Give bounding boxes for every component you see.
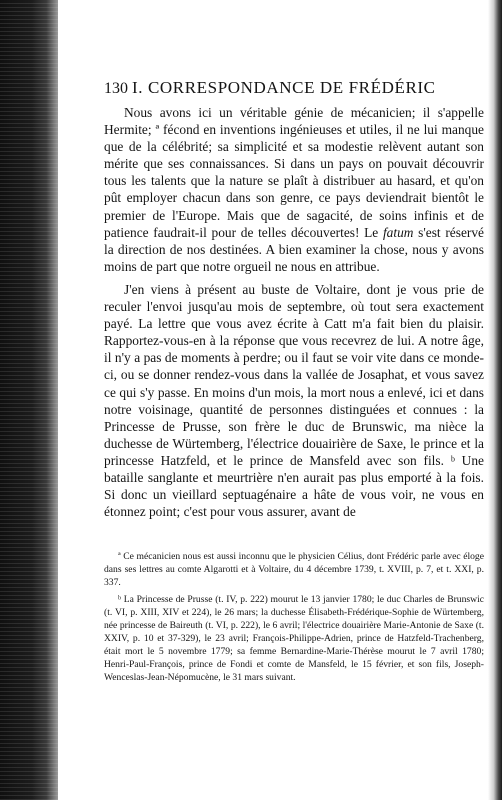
footnote-a: ª Ce mécanicien nous est aussi inconnu que le physicien Célius, dont Frédéric parle avec éloge dans ses lettres au comte Algarotti et à Voltaire, du 4 décembre 1739, t. XVIII, p. 7, et t. XXI, p. 337.: [104, 551, 484, 589]
footnotes: [104, 550, 484, 684]
page-header: [104, 78, 484, 100]
paragraph-2-text: J'en viens à présent au buste de Voltaire, dont je vous prie de reculer l'envoi jusqu'au mois de septembre, où tout sera exactement payé. La lettre que vous avez écrite à Catt m'a fait bien du plaisir. Rapportez-vous-en à la réponse que vous recevrez de lui. A notre âge, il n'y a pas de moments à perdre; ou il faut se voir vite dans ce monde-ci, ou se donner rendez-vous dans la vallée de Josaphat, et vous savez ce qui s'y passe. En moins d'un mois, la mort nous a enlevé, ici et dans notre voisinage, quantité de personnes distinguées et connues : la Princesse de Prusse, son frère le duc de Brunswic, ma nièce la duchesse de Würtemberg, l'électrice douairière de Saxe, le prince et la princesse Hatzfeld, et le prince de Mansfeld avec son fils. ᵇ Une bataille sanglante et meurtrière n'en aurait pas plus emporté à la fois. Si donc un vieillard septuagénaire a hâte de vous voir, ne vous en étonnez point; c'est pour vous assurer, avant de: [104, 281, 484, 520]
running-head: I. CORRESPONDANCE DE FRÉDÉRIC: [132, 78, 436, 97]
paragraph-1: [104, 104, 484, 275]
body-text: [104, 104, 484, 520]
page-number: 130: [104, 80, 128, 97]
paragraph-2: [104, 281, 484, 520]
paragraph-1-part-2: s'est réservé la direction de nos destinées. A bien examiner la chose, nous y avons moins de part que notre orgueil ne nous en attribue.: [104, 224, 485, 274]
paragraph-1-part-1: Nous avons ici un véritable génie de mécanicien; il s'appelle Hermite; ª fécond en inventions ingénieuses et utiles, il ne lui manque que de la célébrité; sa simplicité et sa modestie relèvent autant son mérite que ses connaissances. Si dans un pays on pouvait découvrir tous les talents que la nature se plaît à distribuer au hasard, et qu'on pût employer chacun dans son genre, ce pays deviendrait bientôt le premier de l'Europe. Mais que de sagacité, de soins infinis et de patience faudrait-il pour de telles découvertes! Le: [104, 105, 484, 240]
scanned-page-edge-left: [0, 0, 58, 800]
fatum-italic: fatum: [382, 224, 414, 240]
book-page: [104, 78, 484, 684]
scanned-page-edge-right: [488, 0, 502, 800]
footnote-b: ᵇ La Princesse de Prusse (t. IV, p. 222) mourut le 13 janvier 1780; le duc Charles de Brunswic (t. VI, p. XIII, XIV et 224), le 26 mars; la duchesse Élisabeth-Frédérique-Sophie de Würtemberg, née princesse de Baireuth (t. VI, p. 222), le 6 avril; l'électrice douairière Marie-Antonie de Saxe (t. XXIV, p. 10 et 37-329), le 23 avril; François-Philippe-Adrien, prince de Hatzfeld-Trachenberg, était mort le 5 novembre 1779; sa femme Bernardine-Marie-Thérèse mourut le 7 avril 1780; Henri-Paul-François, prince de Fondi et comte de Mansfeld, le 15 février, et son fils, Joseph-Wenceslas-Jean-Népomucène, le 31 mars suivant.: [104, 594, 484, 684]
